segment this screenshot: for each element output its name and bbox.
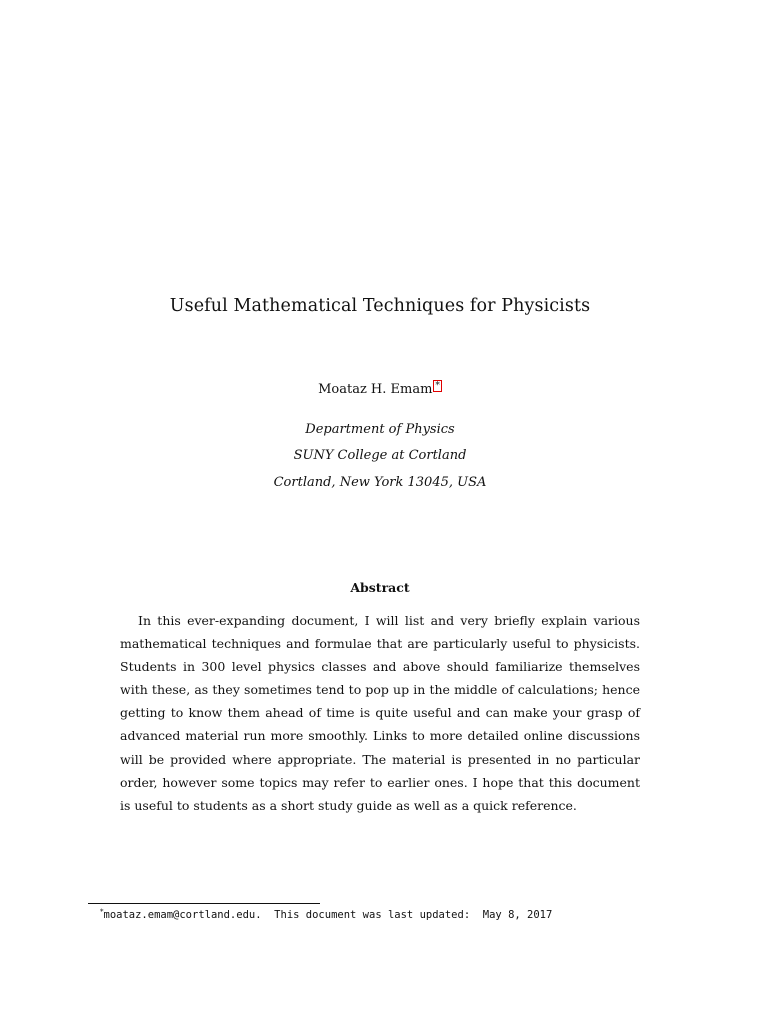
footnote-text: moataz.emam@cortland.edu. This document was last updated: May 8, 2017 bbox=[103, 909, 553, 921]
footnote-mark: * bbox=[100, 908, 104, 916]
footnote-rule bbox=[88, 903, 320, 904]
affiliation-department: Department of Physics bbox=[305, 422, 455, 437]
abstract-heading: Abstract bbox=[350, 580, 410, 595]
affiliation-address: Cortland, New York 13045, USA bbox=[273, 475, 487, 490]
abstract-body: In this ever-expanding document, I will list and very briefly explain various mathematical techniques and formulae that are particularly useful to physicists. Students in 300 level physics classes and above should familiarize themselves with these, as they sometimes tend to pop up in the middle of calculations; hence getting to know them ahead of time is quite useful and can make your grasp of advanced material run more smoothly. Links to more detailed online discussions will be provided where appropriate. The material is presented in no particular order, however some topics may refer to earlier ones. I hope that this document is useful to students as a short study guide as well as a quick reference. bbox=[120, 613, 640, 813]
footnote bbox=[100, 908, 552, 921]
author-line bbox=[0, 380, 760, 397]
author-footnote-link[interactable]: * bbox=[435, 381, 440, 391]
paper-title: Useful Mathematical Techniques for Physicists bbox=[169, 296, 591, 316]
affiliation-college: SUNY College at Cortland bbox=[293, 448, 467, 463]
author-name: Moataz H. Emam bbox=[318, 382, 433, 397]
